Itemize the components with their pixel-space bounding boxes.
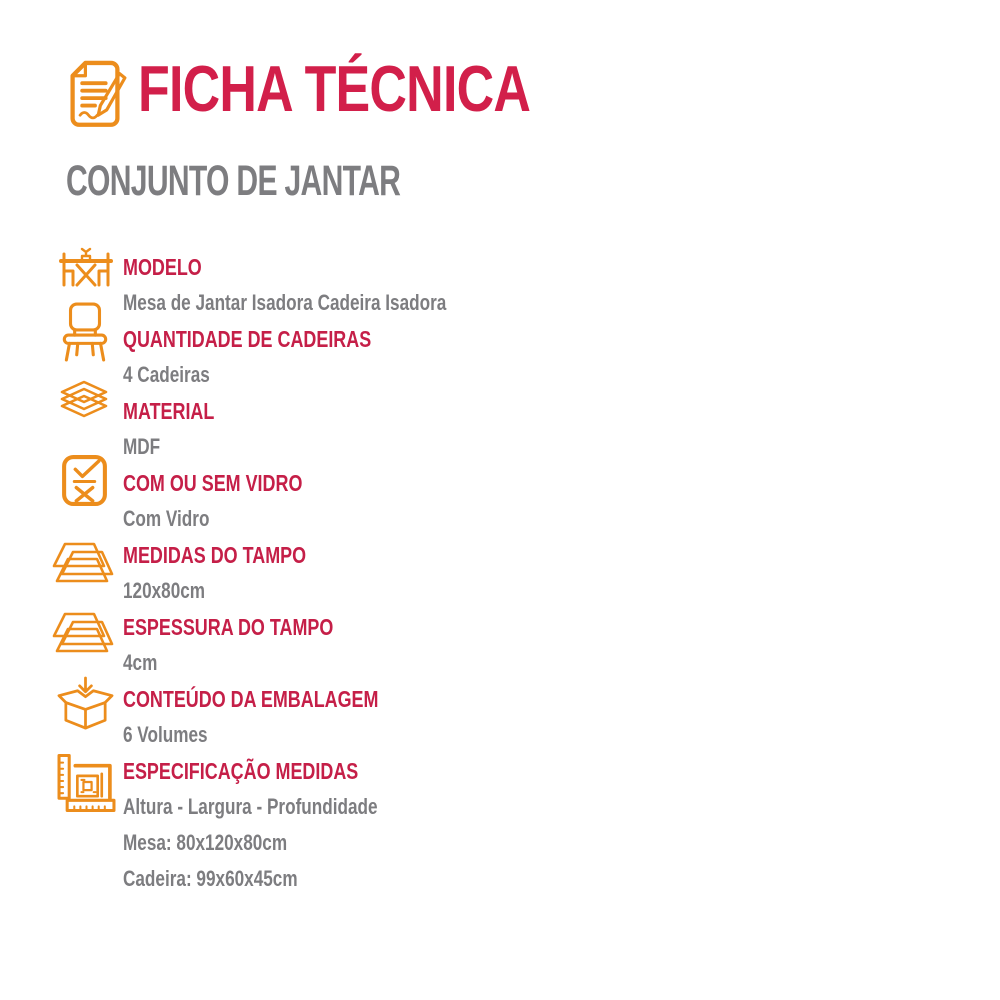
- checkbox-icon: [61, 454, 108, 507]
- blueprint-ruler-icon: [57, 753, 116, 813]
- spec-label-espessura-tampo: ESPESSURA DO TAMPO: [123, 614, 334, 640]
- spec-label-conteudo-embalagem: CONTEÚDO DA EMBALAGEM: [123, 686, 379, 712]
- spec-label-quantidade-cadeiras: QUANTIDADE DE CADEIRAS: [123, 326, 372, 352]
- spec-value-vidro: Com Vidro: [123, 506, 210, 531]
- spec-value-conteudo-embalagem: 6 Volumes: [123, 722, 208, 747]
- document-pen-icon: [63, 58, 127, 134]
- subtitle-text: CONJUNTO DE JANTAR: [66, 157, 401, 205]
- dining-set-icon: [54, 245, 118, 289]
- open-box-icon: [57, 676, 114, 733]
- spec-label-vidro: COM OU SEM VIDRO: [123, 470, 303, 496]
- spec-value-quantidade-cadeiras: 4 Cadeiras: [123, 362, 210, 387]
- spec-value-medidas-tampo: 120x80cm: [123, 578, 206, 603]
- chair-icon: [61, 302, 109, 362]
- spec-list: [123, 249, 538, 897]
- page-title: [138, 52, 628, 125]
- tabletop-sheets-icon: [51, 542, 115, 594]
- spec-label-material: MATERIAL: [123, 398, 215, 424]
- product-category-subtitle: [66, 157, 543, 205]
- spec-value-espessura-tampo: 4cm: [123, 650, 158, 675]
- spec-value-dimensao-ordem: Altura - Largura - Profundidade: [123, 794, 378, 819]
- spec-label-medidas-tampo: MEDIDAS DO TAMPO: [123, 542, 307, 568]
- page-title-text: FICHA TÉCNICA: [138, 52, 531, 125]
- spec-value-cadeira-dimensoes: Cadeira: 99x60x45cm: [123, 866, 298, 891]
- tabletop-sheets-icon: [51, 612, 115, 664]
- spec-value-modelo: Mesa de Jantar Isadora Cadeira Isadora: [123, 290, 447, 315]
- layers-icon: [54, 380, 114, 428]
- spec-label-especificacao-medidas: ESPECIFICAÇÃO MEDIDAS: [123, 758, 359, 784]
- spec-label-modelo: MODELO: [123, 254, 202, 280]
- spec-value-mesa-dimensoes: Mesa: 80x120x80cm: [123, 830, 288, 855]
- spec-value-material: MDF: [123, 434, 161, 459]
